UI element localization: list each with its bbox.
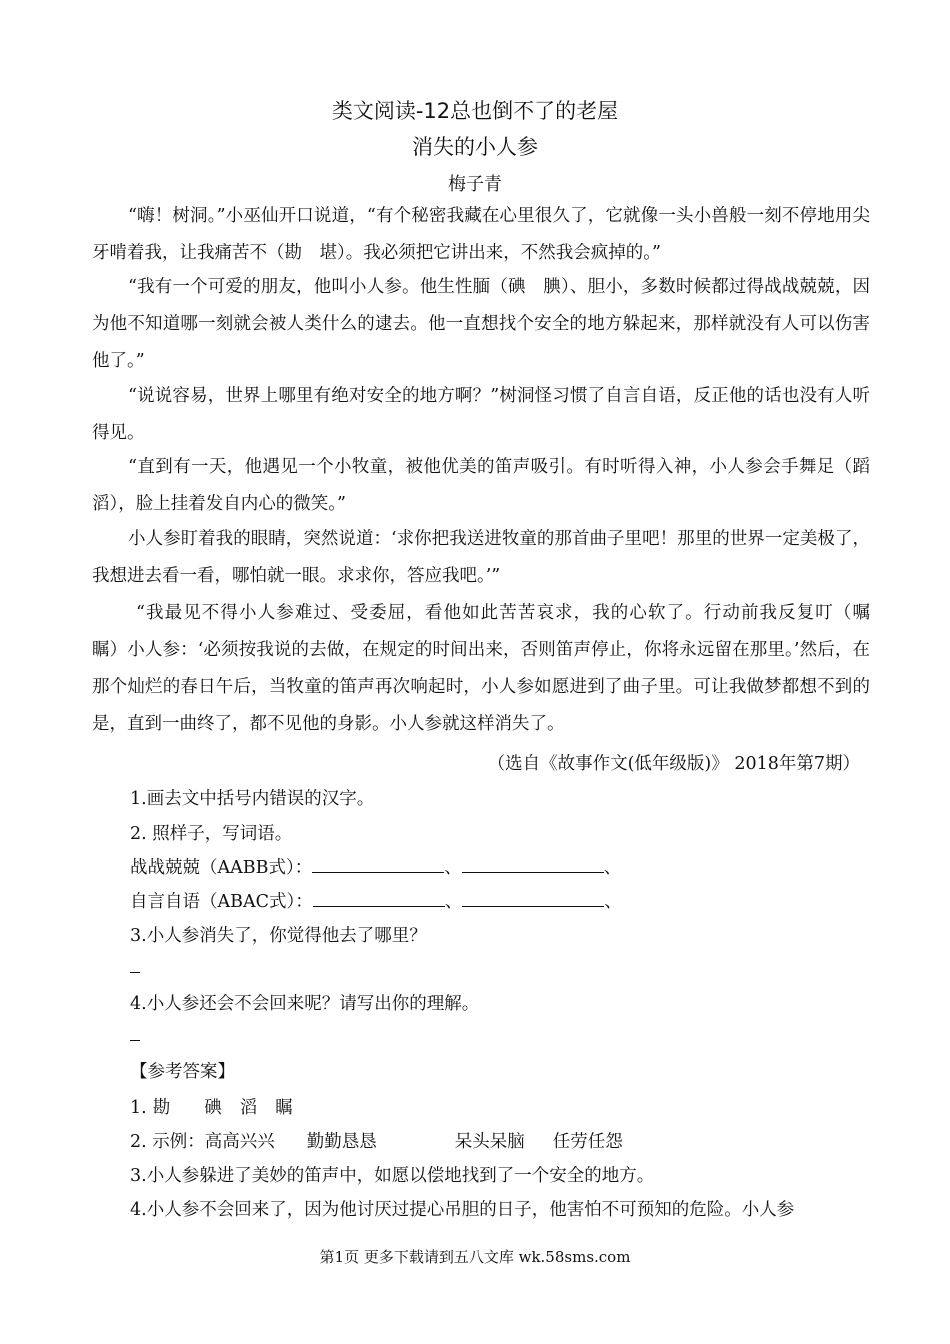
answer-blank[interactable] [462, 854, 604, 873]
answer-word: 呆头呆脑 [454, 1132, 525, 1152]
answer-word: 滔 [239, 1098, 258, 1118]
answer-prefix: 2. 示例： [130, 1132, 205, 1152]
answer-word: 瞩 [275, 1098, 293, 1118]
question-2-aabb-row [130, 854, 621, 879]
answer-1 [130, 1094, 293, 1119]
page-footer: 第1页 更多下载请到五八文库 wk.58sms.com [319, 1248, 631, 1266]
abac-label: 自言自语（ABAC式）： [130, 892, 313, 912]
story-paragraph: “直到有一天，他遇见一个小牧童，被他优美的笛声吸引。有时听得入神，小人参会手舞足（蹈 滔），脸上挂着发自内心的微笑。” [92, 457, 888, 514]
source-citation: （选自《故事作文(低年级版)》 2018年第7期） [487, 754, 860, 774]
story-paragraph: “我最见不得小人参难过、受委屈，看他如此苦苦哀求，我的心软了。行动前我反复叮（嘱 瞩）小人参：‘必须按我说的去做，在规定的时间出来，否则笛声停止，你将永远留在那里。’然后，在那个灿烂的春日午后，当牧童的笛声再次响起时，小人参如愿进到了曲子里。可让我做梦都想不到的是，直到一曲终了，都不见他的身影。小人参就这样消失了。 [92, 603, 888, 734]
answer-3: 3.小人参躲进了美妙的笛声中，如愿以偿地找到了一个安全的地方。 [130, 1166, 655, 1186]
answer-line[interactable] [130, 958, 140, 978]
author-name: 梅子青 [448, 174, 502, 195]
answer-2 [130, 1128, 623, 1153]
story-paragraph: “嗨！树洞。”小巫仙开口说道，“有个秘密我藏在心里很久了，它就像一头小兽般一刻不停地用尖牙啃着我，让我痛苦不（勘 堪）。我必须把它讲出来，不然我会疯掉的。” [92, 206, 870, 263]
answer-word: 高高兴兴 [204, 1132, 275, 1152]
answer-heading: 【参考答案】 [130, 1062, 235, 1082]
separator: 、 [604, 892, 622, 912]
answer-word: 勤勤恳恳 [306, 1132, 377, 1152]
answer-word: 碘 [204, 1098, 222, 1118]
question-3: 3.小人参消失了，你觉得他去了哪里？ [130, 926, 427, 946]
story-paragraph: “我有一个可爱的朋友，他叫小人参。他生性腼（碘 腆）、胆小，多数时候都过得战战兢兢，因为他不知道哪一刻就会被人类什么的逮去。他一直想找个安全的地方躲起来，那样就没有人可以伤害他了。” [92, 277, 870, 371]
question-1: 1.画去文中括号内错误的汉字。 [130, 789, 375, 809]
answer-word: 任劳任怨 [552, 1132, 623, 1152]
document-title: 类文阅读-12总也倒不了的老屋 [331, 99, 619, 123]
answer-word: 勘 [152, 1098, 171, 1118]
answer-blank[interactable] [313, 888, 445, 907]
question-2: 2. 照样子，写词语。 [130, 824, 293, 844]
question-2-abac-row [130, 888, 622, 913]
answer-blank[interactable] [312, 854, 444, 873]
separator: 、 [603, 858, 622, 878]
question-4: 4.小人参还会不会回来呢？请写出你的理解。 [130, 994, 480, 1014]
story-paragraph: 小人参盯着我的眼睛，突然说道：‘求你把我送进牧童的那首曲子里吧！那里的世界一定美极了，我想进去看一看，哪怕就一眼。求求你，答应我吧。’” [92, 529, 870, 586]
separator: 、 [444, 892, 463, 912]
answer-4: 4.小人参不会回来了，因为他讨厌过提心吊胆的日子，他害怕不可预知的危险。小人参 [130, 1200, 795, 1220]
separator: 、 [444, 858, 462, 878]
answer-line[interactable] [130, 1026, 140, 1046]
story-paragraph: “说说容易，世界上哪里有绝对安全的地方啊？”树洞怪习惯了自言自语，反正他的话也没有人听得见。 [92, 386, 870, 443]
answer-number: 1. [130, 1098, 147, 1118]
aabb-label: 战战兢兢（AABB式）： [130, 858, 313, 878]
answer-blank[interactable] [462, 888, 604, 907]
story-title: 消失的小人参 [412, 135, 538, 159]
